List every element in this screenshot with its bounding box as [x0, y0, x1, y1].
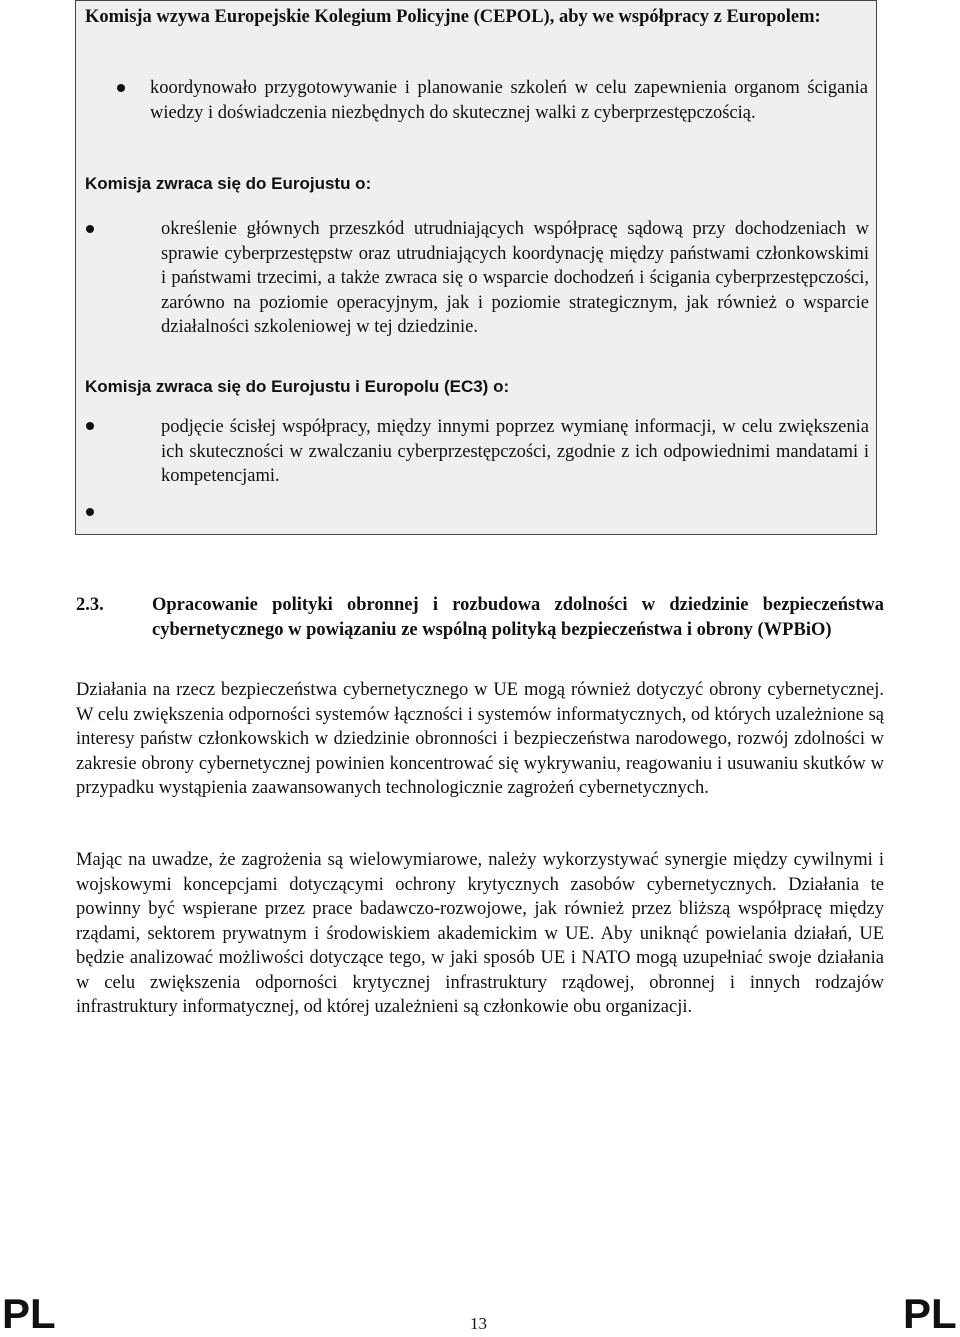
bullet-icon: [86, 422, 94, 430]
bullet-icon: [117, 84, 125, 92]
section-paragraph: Mając na uwadze, że zagrożenia są wielowymiarowe, należy wykorzystywać synergie między cywilnymi i wojskowymi koncepcjami dotyczącymi ochrony krytycznych zasobów cybernetycznych. Działania te powinny być wspierane przez prace badawczo-rozwojowe, jak również przez bliższą współpracę między rządami, sektorem prywatnym i środowiskiem akademickim w UE. Aby uniknąć powielania działań, UE będzie analizować możliwości dotyczące tego, w jaki sposób UE i NATO mogą uzupełniać swoje działania w celu zwiększenia odporności krytycznej infrastruktury rządowej, obronnej i innych rodzajów infrastruktury informatycznej, od której uzależnieni są członkowie obu organizacji.: [76, 850, 884, 1017]
eurojust-europol-list-item: podjęcie ścisłej współpracy, między innymi poprzez wymianę informacji, w celu zwiększenia ich skuteczności w zwalczaniu cyberprzestępczości, zgodnie z ich odpowiednimi mandatami i kompetencjami.: [161, 417, 869, 486]
footer-language-right: PL: [903, 1290, 957, 1337]
eurojust-list-item: określenie głównych przeszkód utrudniających współpracę sądową przy dochodzeniach w sprawie cyberprzestępstw oraz utrudniających koordynację między państwami członkowskimi i państwami trzecimi, a także zwraca się o wsparcie dochodzeń i ścigania cyberprzestępczości, zarówno na poziomie operacyjnym, jak i poziomie strategicznym, jak również o wsparcie działalności szkoleniowej w tej dziedzinie.: [161, 219, 869, 337]
section-paragraph: Działania na rzecz bezpieczeństwa cybernetycznego w UE mogą również dotyczyć obrony cybernetycznej. W celu zwiększenia odporności systemów łączności i systemów informatycznych, od których uzależnione są interesy państw członkowskich w dziedzinie obronności i bezpieczeństwa narodowego, rozwój zdolności w zakresie obrony cybernetycznej powinien koncentrować się wykrywaniu, reagowaniu i usuwaniu skutków w przypadku wystąpienia zaawansowanych technologicznie zagrożeń cybernetycznych.: [76, 680, 884, 798]
bullet-icon: [86, 508, 94, 516]
page-number: 13: [470, 1314, 487, 1333]
bullet-icon: [86, 225, 94, 233]
eurojust-heading: Komisja zwraca się do Eurojustu o:: [85, 174, 372, 193]
footer-language-left: PL: [2, 1290, 56, 1337]
section-number: 2.3.: [76, 595, 104, 615]
cepol-intro: Komisja wzywa Europejskie Kolegium Policyjne (CEPOL), aby we współpracy z Europolem:: [85, 7, 821, 27]
cepol-list-item: koordynowało przygotowywanie i planowanie szkoleń w celu zapewnienia organom ścigania wiedzy i doświadczenia niezbędnych do skutecznej walki z cyberprzestępczością.: [150, 78, 868, 123]
section-title: Opracowanie polityki obronnej i rozbudowa zdolności w dziedzinie bezpieczeństwa cybernetycznego w powiązaniu ze wspólną polityką bezpieczeństwa i obrony (WPBiO): [152, 595, 884, 640]
eurojust-europol-heading: Komisja zwraca się do Eurojustu i Europolu (EC3) o:: [85, 377, 510, 396]
